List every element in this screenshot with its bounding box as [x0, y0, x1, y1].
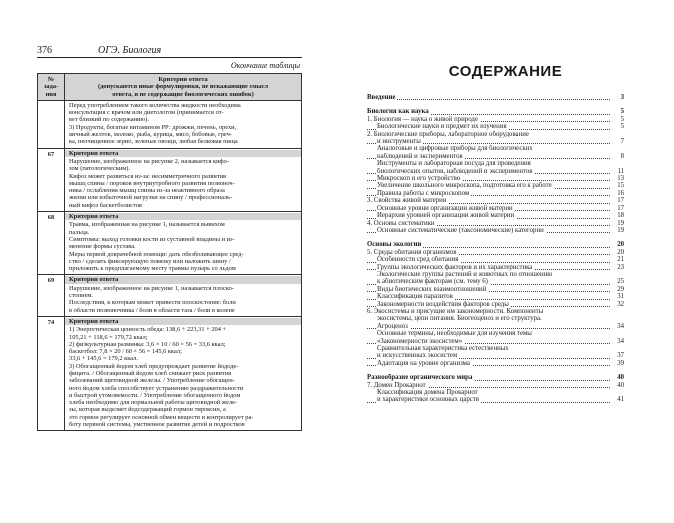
criteria-line: пальца. [69, 228, 90, 236]
table-row [38, 275, 302, 316]
toc-entry-label: Иерархия уровней организации живой материи [377, 212, 515, 220]
toc-entry-label: Классификация паразитов [377, 293, 453, 301]
criteria-line: заболеваний щитовидной железы. / Употребление обогащен- [69, 377, 235, 385]
toc-section[interactable] [367, 94, 624, 101]
toc-page-number: 5 [620, 108, 624, 116]
toc-page-number: 11 [617, 167, 624, 175]
toc-page-number: 19 [617, 226, 624, 234]
task-number: 74 [38, 316, 65, 430]
toc-page-number: 23 [617, 263, 624, 271]
toc-entry[interactable] [367, 256, 624, 263]
criteria-cell [65, 316, 302, 430]
toc-entry-label: Инструменты и лабораторная посуда для проведения [377, 160, 531, 168]
header-rule [37, 57, 302, 58]
toc-entry-label: экосистемы, цепи питания. Биогеоценоз и его структура. [377, 315, 542, 323]
toc-entry[interactable] [367, 315, 624, 322]
criteria-line: Меры первой доврачебной помощи: дать обезболивающее сред- [69, 250, 244, 258]
criteria-line: фицита. / Обогащенный йодом хлеб снижает риск развития [69, 369, 232, 377]
toc-section[interactable] [367, 374, 624, 381]
toc-page-number: 8 [620, 152, 624, 160]
criteria-line: Нарушение, изображенное на рисунке 2, называется кифо- [69, 157, 230, 165]
toc-leader-dots [367, 99, 610, 100]
toc-gap [367, 367, 624, 374]
criteria-line: ство / сделать фиксирующую повязку или наложить шину / [69, 257, 231, 265]
criteria-line: 33,6 + 145,6 = 179,2 ккал. [69, 355, 138, 363]
criteria-line: 2) физкультурная разминка: 3,6 × 10 / 60 × 56 = 33,6 ккал; [69, 340, 226, 348]
toc-entry[interactable] [367, 131, 624, 138]
toc-entry[interactable] [367, 396, 624, 403]
task-number: 69 [38, 275, 65, 316]
criteria-line: 1) Энергетическая ценность обеда: 138,6 + 223,31 + 204 + [69, 326, 227, 334]
toc-entry-label: 1. Биология — наука о живой природе [367, 115, 478, 123]
toc-entry-label: 5. Среды обитания организмов [367, 248, 457, 256]
toc-page-number: 41 [617, 396, 624, 404]
toc-page-number: 25 [617, 278, 624, 286]
toc-page-number: 29 [617, 285, 624, 293]
toc-entry-label: Увеличение школьного микроскопа, подготовка его к работе [377, 182, 552, 190]
task-number: 67 [38, 148, 65, 211]
table-row [38, 316, 302, 430]
toc-page-number: 18 [617, 212, 624, 220]
toc-page-number: 19 [617, 219, 624, 227]
criteria-heading: Критерии ответа [65, 150, 301, 157]
toc-entry-label: Сравнительная характеристика естественных [377, 345, 509, 352]
toc-entry[interactable] [367, 138, 624, 145]
table-row [38, 212, 302, 275]
criteria-heading: Критерии ответа [65, 276, 301, 283]
toc-entry-label: Аналоговые и цифровые приборы для биологических [377, 145, 533, 153]
toc-entry[interactable] [367, 182, 624, 189]
criteria-cell [65, 100, 302, 148]
table-of-contents [367, 94, 624, 404]
toc-entry-label: наблюдений и экспериментов [377, 152, 463, 160]
toc-entry[interactable] [367, 352, 624, 359]
toc-entry[interactable] [367, 382, 624, 389]
criteria-line: 3) Продукты, богатые витамином РР: дрожжи, печень, орехи, [69, 123, 237, 131]
toc-entry-label: Биологические науки и предмет их изучения [377, 123, 507, 131]
right-page [337, 0, 674, 523]
toc-page-number: 15 [617, 182, 624, 190]
toc-entry[interactable] [367, 286, 624, 293]
criteria-line: в области позвоночника / боли в области таза / боли в колене [69, 306, 235, 314]
table-row [38, 148, 302, 211]
toc-entry-label: Группы экологических факторов и их характеристика [377, 263, 533, 271]
toc-entry[interactable] [367, 249, 624, 256]
toc-entry[interactable] [367, 264, 624, 271]
toc-page-number: 16 [617, 189, 624, 197]
toc-page-number: 37 [617, 352, 624, 360]
criteria-line: зы, которая выделяет йодсодержащий гормон тироксин, а [69, 406, 226, 414]
toc-page-number: 40 [617, 381, 624, 389]
toc-section[interactable] [367, 241, 624, 248]
toc-entry[interactable] [367, 389, 624, 396]
criteria-line: боту первной системы, умственное развитие детей и подростков [69, 421, 245, 429]
criteria-cell [65, 148, 302, 211]
toc-entry-label: Биология как наука [367, 108, 429, 116]
toc-entry[interactable] [367, 123, 624, 130]
toc-entry[interactable] [367, 212, 624, 219]
toc-entry-label: и искусственных экосистем [377, 352, 458, 360]
toc-entry-label: Закономерности воздействия факторов среды [377, 300, 509, 308]
criteria-line: и быстрой утомляемости. / Употребление обогащенного йодом [69, 391, 241, 399]
toc-gap [367, 101, 624, 108]
toc-entry-label: и инструменты [377, 138, 421, 146]
toc-entry-label: Введение [367, 94, 396, 101]
criteria-line: ный кифоз баскетболистов [69, 201, 142, 209]
toc-entry[interactable] [367, 145, 624, 152]
toc-entry-label: Виды биотических взаимоотношений [377, 285, 487, 293]
toc-entry-label: Микроскоп и его устройство [377, 175, 461, 183]
toc-entry[interactable] [367, 197, 624, 204]
toc-entry-label: Основные уровни организации живой материи [377, 204, 513, 212]
criteria-line: 105,21 + 118,6 = 179,72 ккал; [69, 333, 148, 341]
toc-page-number: 32 [617, 300, 624, 308]
criteria-line: баскетбол: 7,8 × 20 / 60 × 56 = 145,6 ккал; [69, 348, 182, 356]
criteria-line: приложить к предплагаемому месту травмы пузырь со льдом [69, 265, 236, 273]
toc-entry-label: Основные систематические (таксономические) категории [377, 226, 544, 234]
criteria-line: Травма, изображенная на рисунке 1, называется вывихом [69, 221, 225, 229]
toc-page-number: 3 [620, 94, 624, 101]
table-header-row [38, 74, 302, 101]
toc-entry-label: Агроценоз [377, 322, 408, 330]
toc-entry-label: Экологические группы растений и животных по отношению [377, 270, 553, 278]
toc-section[interactable] [367, 108, 624, 115]
toc-entry[interactable] [367, 205, 624, 212]
toc-page-number: 40 [617, 374, 624, 382]
toc-entry-label: Разнообразие органического мира [367, 374, 473, 382]
criteria-line: Перед употреблением такого количества жидкости необходима [69, 101, 241, 109]
criteria-table [37, 73, 302, 431]
toc-page-number: 5 [620, 115, 624, 123]
toc-entry[interactable] [367, 293, 624, 300]
toc-entry[interactable] [367, 308, 624, 315]
toc-entry-label: и характеристики основных царств [377, 396, 479, 404]
toc-entry-label: «Закономерности экосистем» [377, 337, 463, 345]
toc-entry-label: Особенности сред обитания [377, 256, 459, 264]
criteria-line: вет близкий по содержанию). [69, 116, 149, 124]
criteria-line: это гормон регулирует основной обмен веществ и контролирует ра- [69, 413, 254, 421]
toc-page-number: 17 [617, 197, 624, 205]
toc-entry[interactable] [367, 345, 624, 352]
running-head: ОГЭ. Биология [98, 45, 162, 56]
toc-entry[interactable] [367, 168, 624, 175]
criteria-line: Последствия, к которым может привести плоскостопие: боли [69, 299, 236, 307]
toc-entry[interactable] [367, 301, 624, 308]
toc-entry[interactable] [367, 227, 624, 234]
task-number [38, 100, 65, 148]
criteria-line: зом (патологическим). [69, 165, 131, 173]
criteria-line: Нарушение, изображенное на рисунке 1, называется плоско- [69, 284, 234, 292]
toc-page-number: 20 [617, 248, 624, 256]
task-number-header: № зада- ния [38, 74, 65, 101]
toc-entry-label: Основы экологии [367, 241, 422, 249]
toc-entry[interactable] [367, 360, 624, 367]
criteria-line: яичный желток, молоко, рыба, курица, мясо, бобовые, греч- [69, 131, 232, 139]
toc-page-number: 21 [617, 256, 624, 264]
criteria-heading: Критерии ответа [65, 318, 301, 325]
toc-entry[interactable] [367, 175, 624, 182]
toc-page-number: 31 [617, 293, 624, 301]
criteria-line: мышц спины / пороков внутриутробного развития позвоноч- [69, 179, 235, 187]
toc-entry[interactable] [367, 153, 624, 160]
toc-entry[interactable] [367, 323, 624, 330]
toc-entry-label: Основные термины, необходимые для изучения темы [377, 330, 532, 338]
page-number: 376 [37, 45, 52, 56]
criteria-line: стопием. [69, 292, 94, 300]
toc-entry[interactable] [367, 271, 624, 278]
criteria-line: хлеба необходимо для нормальной работы щитовидной желе- [69, 399, 238, 407]
criteria-line: ного йодом хлеба способствует устранению раздражительности [69, 384, 244, 392]
toc-entry-label: к абиотическим факторам (см. тему 6) [377, 278, 488, 286]
toc-entry-label: Правила работы с микроскопом [377, 189, 470, 197]
table-row [38, 100, 302, 148]
toc-entry-label: 6. Экосистемы и присущие им закономерности. Компоненты [367, 307, 544, 315]
toc-gap [367, 234, 624, 241]
task-number: 68 [38, 212, 65, 275]
toc-entry[interactable] [367, 190, 624, 197]
toc-entry-label: биологических опытов, наблюдений и экспериментов [377, 167, 533, 175]
table-caption: Окончание таблицы [230, 61, 300, 70]
toc-entry[interactable] [367, 278, 624, 285]
criteria-heading: Критерии ответа [65, 213, 301, 220]
toc-entry[interactable] [367, 160, 624, 167]
toc-entry-label: Классификация домена Прокариот [377, 389, 478, 397]
criteria-line: жизни или избыточной нагрузки на спину / профессиональ- [69, 194, 233, 202]
toc-page-number: 34 [617, 322, 624, 330]
toc-entry[interactable] [367, 116, 624, 123]
toc-entry-label: 4. Основы систематики [367, 219, 435, 227]
toc-entry-label: 2. Биологические приборы, лабораторное оборудование [367, 130, 529, 138]
criteria-line: ка, неочищенное зерно, зеленые овощи, любая белковая пища [69, 138, 238, 146]
criteria-cell [65, 275, 302, 316]
criteria-line: менение формы сустава. [69, 243, 136, 251]
toc-entry[interactable] [367, 338, 624, 345]
criteria-line: Кифоз может развиться из-за: несимметричного развития [69, 172, 226, 180]
toc-page-number: 7 [620, 138, 624, 146]
toc-page-number: 13 [617, 175, 624, 183]
contents-title: СОДЕРЖАНИЕ [448, 63, 563, 80]
toc-page-number: 5 [620, 123, 624, 131]
criteria-cell [65, 212, 302, 275]
criteria-line: ника / ослабления мышц спины из-за неактивного образа [69, 187, 225, 195]
toc-page-number: 39 [617, 359, 624, 367]
toc-page-number: 34 [617, 337, 624, 345]
criteria-line: 3) Обогащенный йодом хлеб предупреждает развитие йододе- [69, 362, 239, 370]
toc-entry-label: 7. Домен Прокариот [367, 381, 426, 389]
toc-page-number: 20 [617, 241, 624, 249]
criteria-line: консультация с врачом или диетологом (принимается от- [69, 109, 224, 117]
criteria-line: Симптомы: выход головки кости из суставной впадины и из- [69, 235, 235, 243]
criteria-header: Критерии ответа (допускаются иные формулировки, не искажающие смысл ответа, и не содержащие биологических ошибок) [65, 74, 302, 101]
toc-page-number: 17 [617, 204, 624, 212]
toc-entry[interactable] [367, 220, 624, 227]
toc-entry-label: 3. Свойства живой материи [367, 197, 447, 205]
toc-entry[interactable] [367, 330, 624, 337]
toc-entry-label: Адаптация на уровне организма [377, 359, 470, 367]
